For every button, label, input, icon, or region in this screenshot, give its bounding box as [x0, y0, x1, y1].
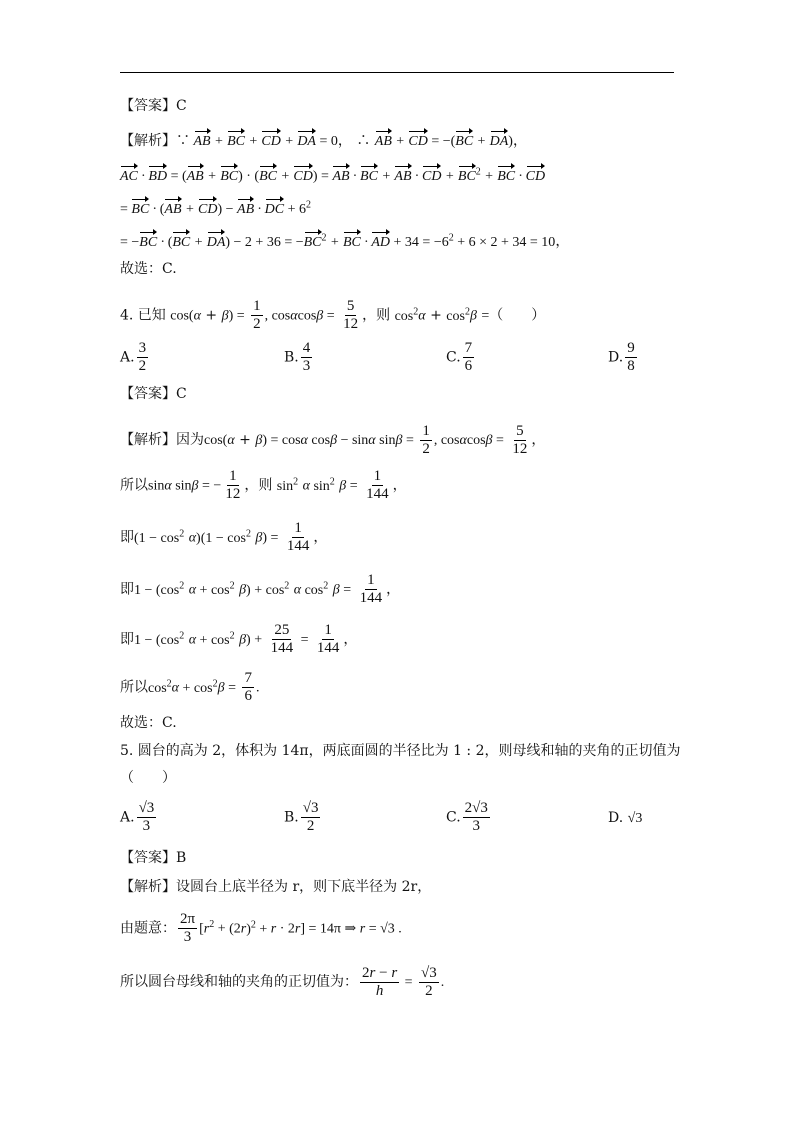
q5-option-b: B. $\frac{√3}{2}$	[284, 800, 319, 834]
q3-answer: 【答案】C	[120, 98, 187, 114]
q3-line3: = BC · (AB + CD) − AB · DC + $6^2$	[120, 195, 311, 220]
q3-line2: AC · BD = (AB + BC) · (BC + CD) = AB · BC + AB · CD + $BC^2$ + BC · CD	[120, 162, 545, 187]
q4-step5: 所以$\cos^2\alpha + \cos^2\beta$ = $\frac{7}{6}$ .	[120, 670, 260, 705]
q5-option-d: D. √3	[608, 810, 643, 826]
q4-step4: 即$1 - (\cos^2$ $\alpha + \cos^2 \beta$) + $\frac{25}{144}$ = $\frac{1}{144}$ ，	[120, 622, 358, 657]
q4-stem: 4. 已知 cos(α + β) = $\frac{1}{2}$ , cosαcosβ = $\frac{5}{12}$ ，则 $\cos^2\alpha + \cos^2\beta$ =（ ）	[120, 298, 546, 333]
q5-paren: （ ）	[120, 770, 176, 786]
q4-answer: 【答案】C	[120, 386, 187, 402]
q5-option-a: A. $\frac{√3}{3}$	[120, 800, 155, 834]
q3-line4: = $-BC \cdot (BC + DA) - 2 + 36 = -BC^2$ + BC · AD + $34 = -6^2 + 6 \times 2 + 34 = 10$，	[120, 228, 569, 253]
q4-option-a: A. $\frac{3}{2}$	[120, 340, 147, 374]
q5-analysis: 【解析】设圆台上底半径为 r，则下底半径为 2r，	[120, 879, 432, 895]
q5-answer: 【答案】B	[120, 850, 187, 866]
q4-analysis: 【解析】因为cos(α + β) = cosα cosβ − sinα sinβ = $\frac{1}{2}$ , cosαcosβ = $\frac{5}{12}$ ，	[120, 422, 546, 457]
q3-analysis-line1: 【解析】∵ AB + BC + CD + DA = 0， ∴ AB + CD = −(BC + DA)，	[120, 128, 527, 152]
q4-step1: 所以sinα sinβ = − $\frac{1}{12}$ ，则 $\sin^2 \alpha$ $\sin^2 \beta$ = $\frac{1}{144}$ ，	[120, 468, 407, 503]
q5-stem: 5. 圆台的高为 2，体积为 14π，两底面圆的半径比为 1 : 2，则母线和轴的夹角的正切值为	[120, 743, 681, 759]
q5-option-c: C. $\frac{2√3}{3}$	[446, 800, 488, 834]
q4-option-c: C. $\frac{7}{6}$	[446, 340, 473, 374]
q4-choose: 故选：C.	[120, 715, 177, 731]
q4-option-b: B. $\frac{4}{3}$	[284, 340, 311, 374]
q4-step2: 即$(1 - \cos^2 \alpha)(1 - \cos^2 \beta)$ = $\frac{1}{144}$ ，	[120, 520, 328, 555]
q4-option-d: D. $\frac{9}{8}$	[608, 340, 635, 374]
q5-equation: 由题意： $\frac{2\pi}{3}$ $[r^2 + (2r)^2 + r \cdot 2r] = 14\pi$ ⇒ r = √3 .	[120, 911, 402, 946]
q3-choose: 故选：C.	[120, 261, 177, 277]
q4-step3: 即$1 - (\cos^2$ $\alpha + \cos^2 \beta) + \cos^2 \alpha$ $\cos^2 \beta$ = $\frac{1}{144}$ ，	[120, 572, 401, 607]
q5-conclusion: 所以圆台母线和轴的夹角的正切值为： $\frac{2r - r}{h}$ = $\frac{√3}{2}$ .	[120, 964, 445, 999]
header-rule	[120, 72, 674, 73]
